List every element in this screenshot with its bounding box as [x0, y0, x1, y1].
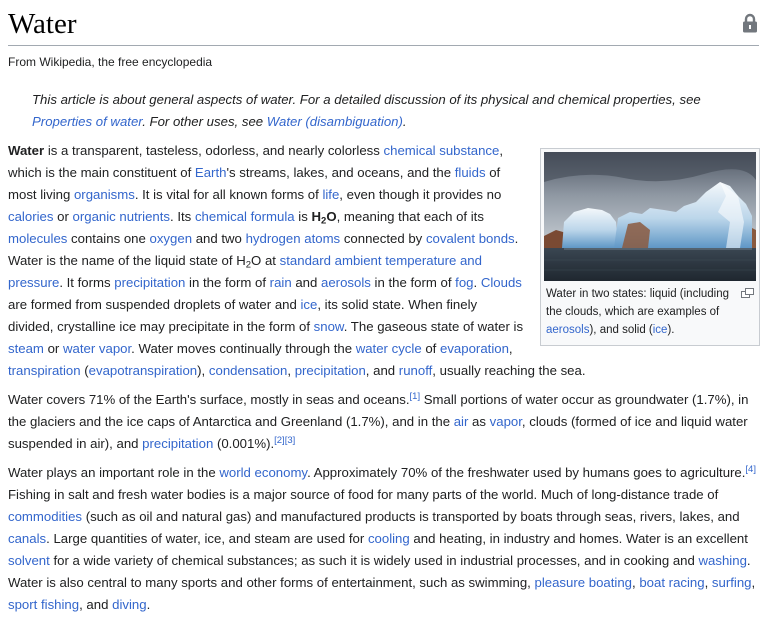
link-sport-fishing[interactable]: sport fishing — [8, 597, 80, 612]
tagline: From Wikipedia, the free encyclopedia — [8, 55, 213, 69]
body-text: , — [287, 363, 295, 378]
article-body — [8, 140, 760, 623]
body-text: . Water moves continually through the — [131, 341, 356, 356]
caption-link-ice[interactable]: ice — [652, 324, 668, 336]
body-text: contains one — [67, 231, 150, 246]
link-precipitation[interactable]: precipitation — [142, 436, 214, 451]
link-boat-racing[interactable]: boat racing — [639, 575, 705, 590]
body-text: , clouds (formed of ice and liquid water suspended in air), and — [8, 414, 748, 451]
body-text: or — [53, 209, 73, 224]
link-condensation[interactable]: condensation — [208, 363, 288, 378]
body-text: Small portions of water occur as groundwater (1.7%), in the glaciers and the ice caps of Antarctica and Greenland (1.7%), and in the — [8, 392, 749, 429]
body-text: , which is the main constituent of — [8, 143, 504, 180]
title-divider — [8, 45, 759, 46]
lock-icon[interactable] — [742, 13, 758, 33]
iceberg-image[interactable] — [544, 152, 756, 281]
body-text: of most living — [8, 165, 501, 202]
body-text: , meaning that each of its — [336, 209, 484, 224]
body-text: . Approximately 70% of the freshwater used by humans goes to agriculture. — [307, 465, 746, 480]
body-text: ( — [80, 363, 89, 378]
link-vapor[interactable]: vapor — [489, 414, 522, 429]
link-rain[interactable]: rain — [269, 275, 292, 290]
link-precipitation[interactable]: precipitation — [114, 275, 186, 290]
citation-link[interactable]: [4] — [745, 463, 756, 475]
link-diving[interactable]: diving — [112, 597, 147, 612]
body-text: . It is vital for all known forms of — [134, 187, 323, 202]
superscript — [410, 391, 421, 402]
link-fluids[interactable]: fluids — [454, 165, 486, 180]
body-text: Fishing in salt and fresh water bodies is a major source of food for many parts of the world. Much of long-distance trade of — [8, 487, 719, 502]
link-pleasure-boating[interactable]: pleasure boating — [534, 575, 633, 590]
body-text: and heating, in industry and homes. Water is an excellent — [409, 531, 748, 546]
body-text: of — [421, 341, 440, 356]
body-text: Water plays an important role in the — [8, 465, 220, 480]
body-text: . Large quantities of water, ice, and steam are used for — [46, 531, 368, 546]
caption-text: Water in two states: liquid (including the clouds, which are examples of — [546, 288, 730, 318]
link-runoff[interactable]: runoff — [398, 363, 433, 378]
link-molecules[interactable]: molecules — [8, 231, 68, 246]
body-text: connected by — [340, 231, 426, 246]
link-organic-nutrients[interactable]: organic nutrients — [72, 209, 171, 224]
link-oxygen[interactable]: oxygen — [149, 231, 193, 246]
link-ice[interactable]: ice — [300, 297, 318, 312]
body-text: , usually reaching the sea. — [432, 363, 586, 378]
body-text: in the form of — [185, 275, 270, 290]
link-aerosols[interactable]: aerosols — [321, 275, 371, 290]
body-text: is — [294, 209, 312, 224]
link-canals[interactable]: canals — [8, 531, 47, 546]
link-atoms[interactable]: atoms — [304, 231, 341, 246]
superscript — [745, 464, 756, 475]
citation-link[interactable]: [2] — [274, 434, 285, 446]
link-calories[interactable]: calories — [8, 209, 54, 224]
body-text: is a transparent, tasteless, odorless, and nearly colorless — [44, 143, 384, 158]
link-world-economy[interactable]: world economy — [219, 465, 308, 480]
hatnote-text: . For other uses, see — [142, 114, 267, 129]
paragraph-economy — [8, 462, 760, 616]
link-snow[interactable]: snow — [313, 319, 344, 334]
body-text: as — [468, 414, 490, 429]
link-cooling[interactable]: cooling — [367, 531, 410, 546]
link-solvent[interactable]: solvent — [8, 553, 50, 568]
hatnote-link-properties-of-water[interactable]: Properties of water — [32, 114, 143, 129]
link-chemical-substance[interactable]: chemical substance — [383, 143, 500, 158]
body-text: 's streams, lakes, and oceans, and the — [226, 165, 455, 180]
hatnote-link-water-disambiguation[interactable]: Water (disambiguation) — [266, 114, 403, 129]
body-text: , — [751, 575, 756, 590]
body-text: Water covers 71% of the Earth's surface, mostly in seas and oceans. — [8, 392, 410, 407]
thumbnail-figure — [540, 148, 760, 346]
link-evapotranspiration[interactable]: evapotranspiration — [88, 363, 198, 378]
body-text: . Its — [170, 209, 195, 224]
link-fog[interactable]: fog — [455, 275, 474, 290]
link-precipitation[interactable]: precipitation — [294, 363, 366, 378]
link-evaporation[interactable]: evaporation — [440, 341, 509, 356]
paragraph-distribution — [8, 389, 760, 455]
bold-text: 2 — [321, 215, 327, 227]
caption-text: ), and solid ( — [589, 324, 653, 336]
body-text: . The gaseous state of water is — [343, 319, 524, 334]
link-surfing[interactable]: surfing — [711, 575, 752, 590]
body-text: . It forms — [59, 275, 115, 290]
body-text: , — [704, 575, 712, 590]
body-text: , its solid state. When finely divided, crystalline ice may precipitate in the form of — [8, 297, 478, 334]
bold-text: Water — [8, 143, 45, 158]
caption-link-aerosols[interactable]: aerosols — [546, 324, 590, 336]
body-text: and — [291, 275, 322, 290]
body-text: , even though it provides no — [339, 187, 502, 202]
link-clouds[interactable]: Clouds — [480, 275, 522, 290]
bold-text: H — [311, 209, 322, 224]
body-text: . — [473, 275, 481, 290]
bold-text: O — [326, 209, 337, 224]
page-title: Water — [8, 8, 77, 40]
link-commodities[interactable]: commodities — [8, 509, 83, 524]
body-text: (such as oil and natural gas) and manufactured products is transported by boats through seas, rivers, lakes, and — [82, 509, 740, 524]
link-chemical-formula[interactable]: chemical formula — [194, 209, 295, 224]
body-text: , — [508, 341, 513, 356]
superscript — [274, 435, 285, 446]
link-standard-ambient-temperature-and-pressure[interactable]: standard ambient temperature and pressure — [8, 253, 482, 290]
citation-link[interactable]: [1] — [409, 390, 421, 402]
enlarge-icon[interactable] — [741, 288, 754, 298]
link-earth[interactable]: Earth — [194, 165, 227, 180]
body-text: , and — [365, 363, 399, 378]
body-text: ), — [197, 363, 209, 378]
link-covalent-bonds[interactable]: covalent bonds — [425, 231, 515, 246]
link-water-cycle[interactable]: water cycle — [355, 341, 422, 356]
body-text: or — [43, 341, 63, 356]
body-text: , and — [79, 597, 113, 612]
link-air[interactable]: air — [453, 414, 469, 429]
body-text: in the form of — [370, 275, 456, 290]
body-text: . Water is the name of the liquid state of H — [8, 231, 519, 268]
thumbnail-caption — [544, 281, 756, 342]
caption-text: ). — [667, 324, 675, 336]
body-text: for a wide variety of chemical substances; as such it is widely used in industrial processes, and in cooking and — [49, 553, 699, 568]
body-text: O at — [251, 253, 280, 268]
hatnote — [32, 89, 758, 133]
link-organisms[interactable]: organisms — [73, 187, 135, 202]
body-text: . — [146, 597, 151, 612]
link-steam[interactable]: steam — [8, 341, 44, 356]
body-text: and two — [192, 231, 246, 246]
link-hydrogen[interactable]: hydrogen — [245, 231, 301, 246]
superscript — [285, 435, 296, 446]
link-life[interactable]: life — [322, 187, 340, 202]
link-water-vapor[interactable]: water vapor — [62, 341, 132, 356]
hatnote-text: This article is about general aspects of water. For a detailed discussion of its physical and chemical properties, see — [32, 92, 701, 107]
body-text: (0.001%). — [213, 436, 275, 451]
link-washing[interactable]: washing — [698, 553, 747, 568]
body-text: 2 — [245, 259, 252, 271]
citation-link[interactable]: [3] — [284, 434, 296, 446]
body-text: . Water is also central to many sports and other forms of entertainment, such as swimming, — [8, 553, 751, 590]
link-transpiration[interactable]: transpiration — [8, 363, 81, 378]
body-text: , — [632, 575, 640, 590]
body-text: are formed from suspended droplets of water and — [8, 297, 301, 312]
hatnote-text: . — [402, 114, 407, 129]
